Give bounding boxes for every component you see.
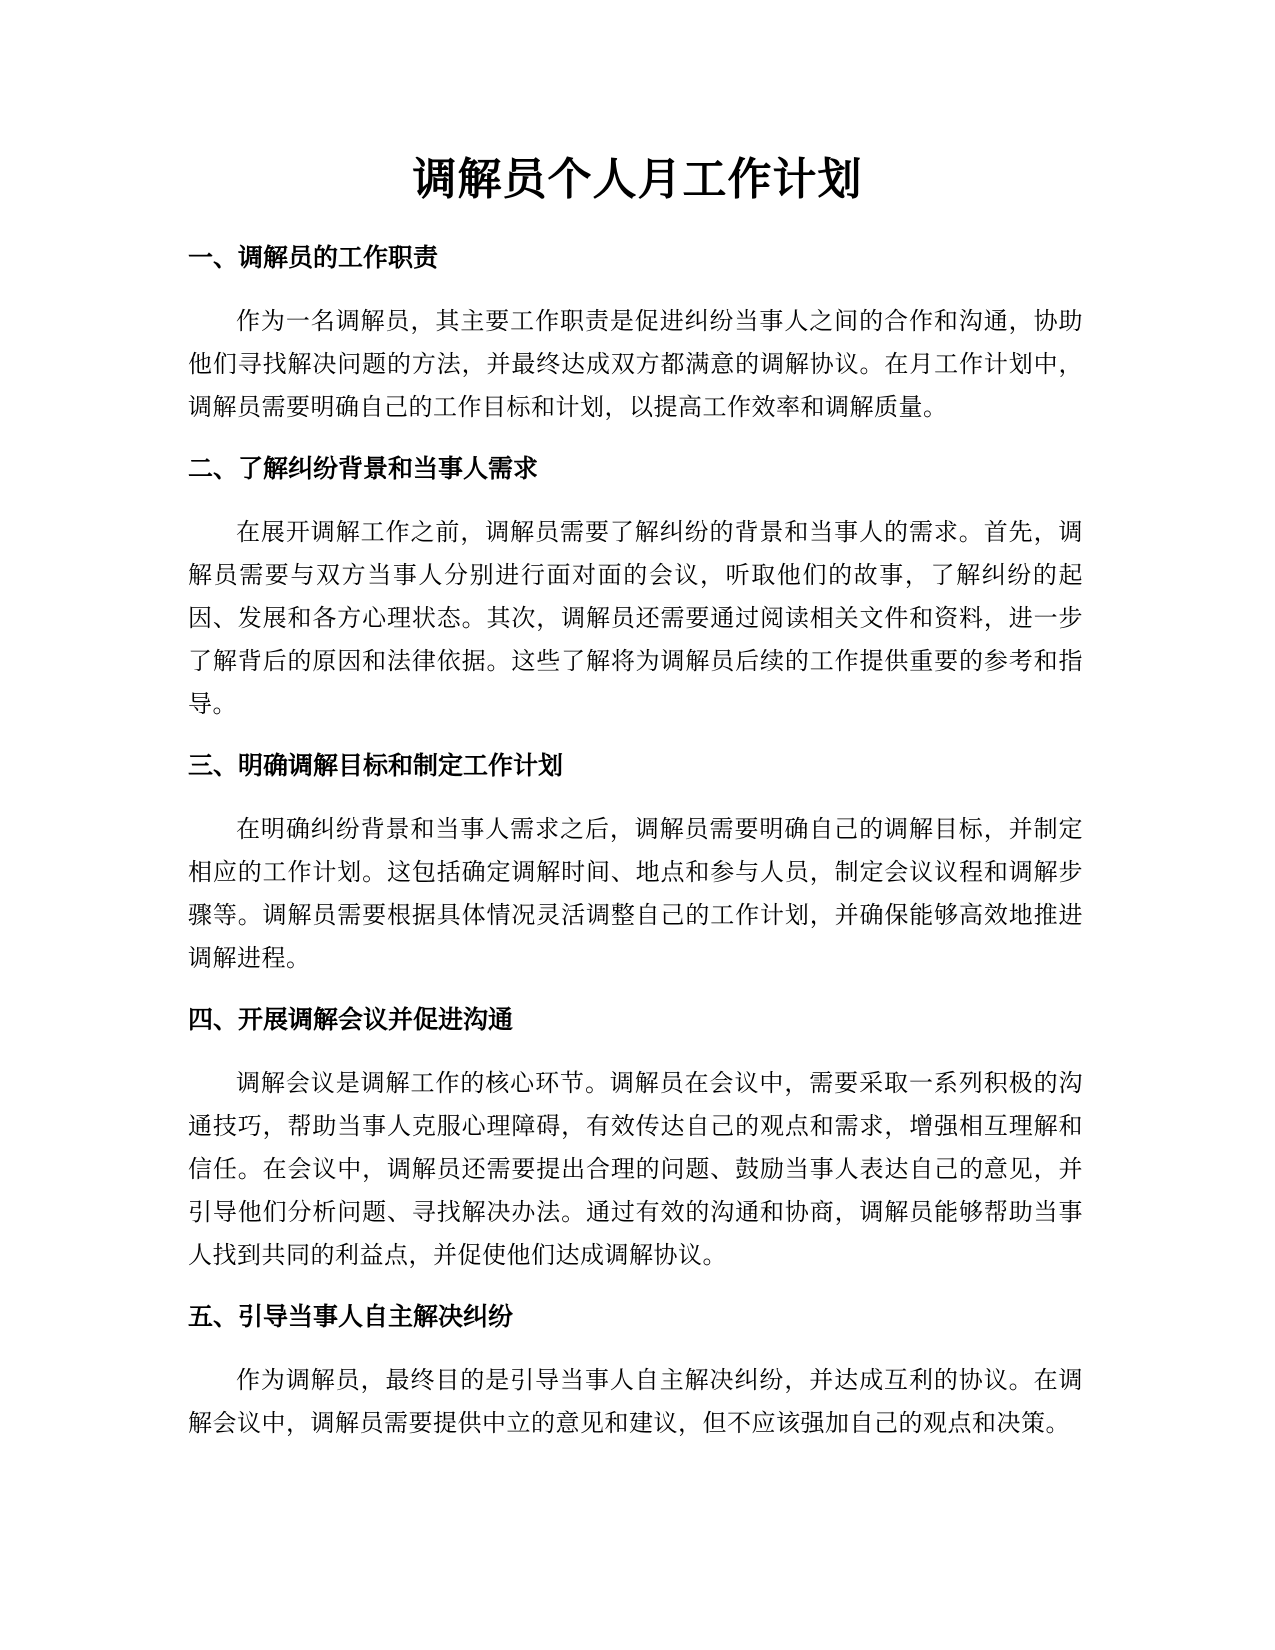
section-4 bbox=[188, 1002, 1083, 1277]
section-1 bbox=[188, 240, 1083, 429]
section-paragraph: 作为一名调解员，其主要工作职责是促进纠纷当事人之间的合作和沟通，协助他们寻找解决问题的方法，并最终达成双方都满意的调解协议。在月工作计划中，调解员需要明确自己的工作目标和计划，以提高工作效率和调解质量。 bbox=[188, 307, 1083, 421]
section-heading: 五、引导当事人自主解决纠纷 bbox=[188, 1302, 514, 1331]
section-2 bbox=[188, 451, 1083, 726]
section-3 bbox=[188, 748, 1083, 980]
section-paragraph: 在展开调解工作之前，调解员需要了解纠纷的背景和当事人的需求。首先，调解员需要与双方当事人分别进行面对面的会议，听取他们的故事，了解纠纷的起因、发展和各方心理状态。其次，调解员还需要通过阅读相关文件和资料，进一步了解背后的原因和法律依据。这些了解将为调解员后续的工作提供重要的参考和指导。 bbox=[188, 518, 1083, 718]
document-title: 调解员个人月工作计划 bbox=[412, 154, 863, 205]
section-paragraph: 调解会议是调解工作的核心环节。调解员在会议中，需要采取一系列积极的沟通技巧，帮助当事人克服心理障碍，有效传达自己的观点和需求，增强相互理解和信任。在会议中，调解员还需要提出合理的问题、鼓励当事人表达自己的意见，并引导他们分析问题、寻找解决办法。通过有效的沟通和协商，调解员能够帮助当事人找到共同的利益点，并促使他们达成调解协议。 bbox=[188, 1069, 1083, 1269]
document-body bbox=[188, 240, 1083, 1467]
section-heading: 三、明确调解目标和制定工作计划 bbox=[188, 751, 564, 780]
section-paragraph: 作为调解员，最终目的是引导当事人自主解决纠纷，并达成互利的协议。在调解会议中，调解员需要提供中立的意见和建议，但不应该强加自己的观点和决策。 bbox=[188, 1366, 1083, 1437]
section-heading: 二、了解纠纷背景和当事人需求 bbox=[188, 454, 539, 483]
section-heading: 四、开展调解会议并促进沟通 bbox=[188, 1005, 514, 1034]
section-paragraph: 在明确纠纷背景和当事人需求之后，调解员需要明确自己的调解目标，并制定相应的工作计划。这包括确定调解时间、地点和参与人员，制定会议议程和调解步骤等。调解员需要根据具体情况灵活调整自己的工作计划，并确保能够高效地推进调解进程。 bbox=[188, 815, 1083, 972]
section-5 bbox=[188, 1299, 1083, 1445]
section-heading: 一、调解员的工作职责 bbox=[188, 243, 439, 272]
